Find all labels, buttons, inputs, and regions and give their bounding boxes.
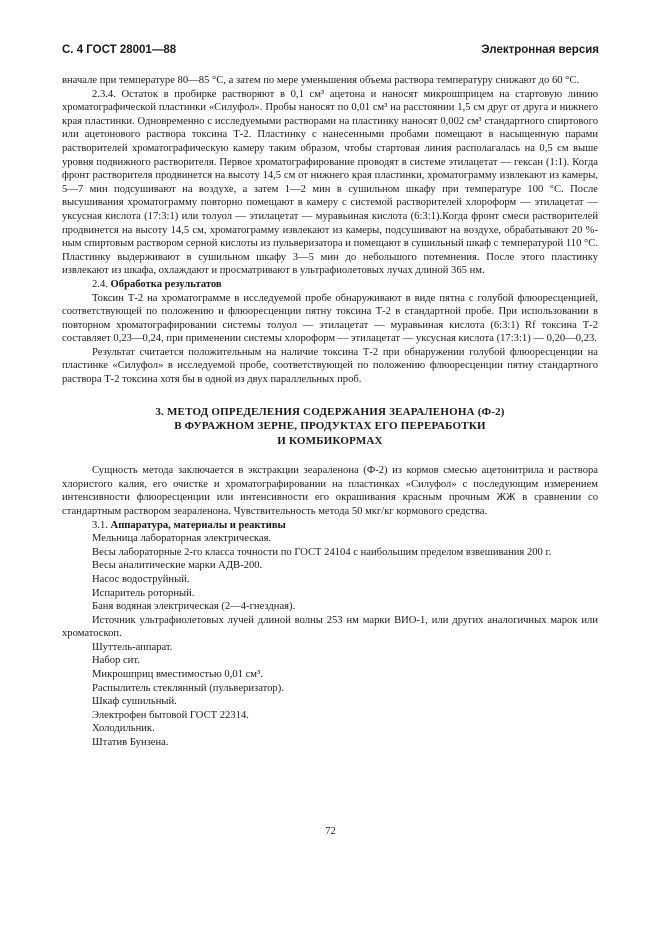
heading-line: И КОМБИКОРМАХ (277, 434, 383, 447)
equipment-item: Испаритель роторный. (92, 587, 195, 599)
heading-line: В ФУРАЖНОМ ЗЕРНЕ, ПРОДУКТАХ ЕГО ПЕРЕРАБОТКИ (174, 420, 486, 433)
paragraph-2-3-4: 2.3.4. Остаток в пробирке растворяют в 0,1 см³ ацетона и наносят микрошприцем на стартовую линию хроматографической пластинки «Силуфол». Пробы наносят по 0,01 см³ на расстоянии 1,5 см друг от друга и нижнего края пластинки. Одновременно с исследуемыми растворами на пластинку наносят 0,002 см³ стандартного спиртового или ацетонового раствора токсина Т-2. Пластинку с нанесенными пробами помещают в насыщенную парами растворителей хроматографическую камеру таким образом, чтобы стартовая линия располагалась на 0,5 см выше уровня подвижного растворителя. Первое хроматографирование проводят в системе этилацетат — гексан (1:1). Когда фронт растворителя продвинется на высоту 14,5 см от нижнего края пластинки, хроматограмму извлекают из камеры, 5—7 мин подсушивают на воздухе, а затем 1—2 мин в сушильном шкафу при температуре 100 °С. После высушивания хроматограмму повторно помещают в камеру с системой растворителей хлороформ — этилацетат — уксусная кислота (17:3:1) или толуол — этилацетат — муравьиная кислота (6:3:1).Когда фронт смеси растворителей продвинется на высоту 14,5 см, хроматограмму извлекают из камеры, подсушивают на воздухе, обрабатывают 20 %-ным спиртовым раствором серной кислоты из пульверизатора и помещают в сушильный шкаф с температурой 110 °С. Пластинку выдерживают в сушильном шкафу 3—5 мин до небольшого потемнения. После этого пластинку извлекают из шкафа, охлаждают и просматривают в ультрафиолетовых лучах длиной 365 нм. (62, 88, 598, 277)
page-header (62, 44, 599, 60)
section-title: Обработка результатов (110, 278, 222, 290)
paragraph-results-positive: Результат считается положительным на наличие токсина Т-2 при обнаружении голубой флюоресценции на пластинке «Силуфол» в исследуемой пробе, соответствующей по положению флюоресценции пятну стандартного раствора Т-2 токсина хотя бы в одной из двух параллельных проб. (62, 346, 598, 386)
section-2-4-heading (62, 278, 598, 292)
equipment-item: Электрофен бытовой ГОСТ 22314. (92, 709, 249, 721)
equipment-item: Распылитель стеклянный (пульверизатор). (92, 682, 284, 694)
section-3-1-heading (62, 519, 598, 533)
section-number: 3.1. (92, 519, 108, 531)
equipment-item: Баня водяная электрическая (2—4-гнездная). (92, 601, 296, 613)
equipment-item: Холодильник. (92, 723, 155, 735)
equipment-item: Микрошприц вместимостью 0,01 см³. (92, 669, 263, 681)
equipment-item: Набор сит. (92, 655, 140, 667)
equipment-item: Весы лабораторные 2-го класса точности по ГОСТ 24104 с наибольшим пределом взвешивания 200 г. (92, 546, 552, 558)
document-body (62, 74, 598, 750)
page-number: 72 (325, 826, 336, 837)
equipment-item: Источник ультрафиолетовых лучей длиной волны 253 нм марки ВИО-1, или других аналогичных марок или хроматоскоп. (62, 614, 598, 640)
paragraph-results-detection: Токсин Т-2 на хроматограмме в исследуемой пробе обнаруживают в виде пятна с голубой флюоресценцией, соответствующей по положению и флюоресценции пятну токсина Т-2 в стандартной пробе. При использовании в повторном хроматографировании системы толуол — этилацетат — муравьиная кислота (6:3:1) Rf токсина Т-2 составляет 0,23—0,24, при применении системы хлороформ — этилацетат — уксусная кислота (17:3:1) — 0,20—0,23. (62, 292, 598, 345)
equipment-item: Шкаф сушильный. (92, 696, 177, 708)
section-title: Аппаратура, материалы и реактивы (110, 519, 286, 531)
equipment-item: Насос водоструйный. (92, 573, 190, 585)
section-number: 2.4. (92, 278, 108, 290)
section-3-heading (62, 405, 598, 449)
paragraph-method-essence: Сущность метода заключается в экстракции зеараленона (Ф-2) из кормов смесью ацетонитрила и раствора хлористого калия, его очистке и хроматографировании на пластинках «Силуфол» с последующим измерением интенсивности флюоресценции или интенсивности его окрашивания красным прочным ЖЖ в сравнении со стандартным раствором зеараленона. Чувствительность метода 50 мкг/кг кормового средства. (62, 465, 598, 517)
equipment-item: Мельница лабораторная электрическая. (92, 533, 272, 545)
equipment-item: Весы аналитические марки АДВ-200. (92, 560, 263, 572)
equipment-item: Штатив Бунзена. (92, 737, 169, 749)
version-label: Электронная версия (481, 44, 599, 56)
heading-line: 3. МЕТОД ОПРЕДЕЛЕНИЯ СОДЕРЖАНИЯ ЗЕАРАЛЕНОНА (Ф-2) (155, 405, 505, 418)
paragraph-continuation: вначале при температуре 80—85 °С, а затем по мере уменьшения объема раствора температуру снижают до 60 °С. (62, 75, 580, 86)
equipment-item: Шуттель-аппарат. (92, 641, 173, 653)
standard-reference: С. 4 ГОСТ 28001—88 (62, 44, 177, 56)
